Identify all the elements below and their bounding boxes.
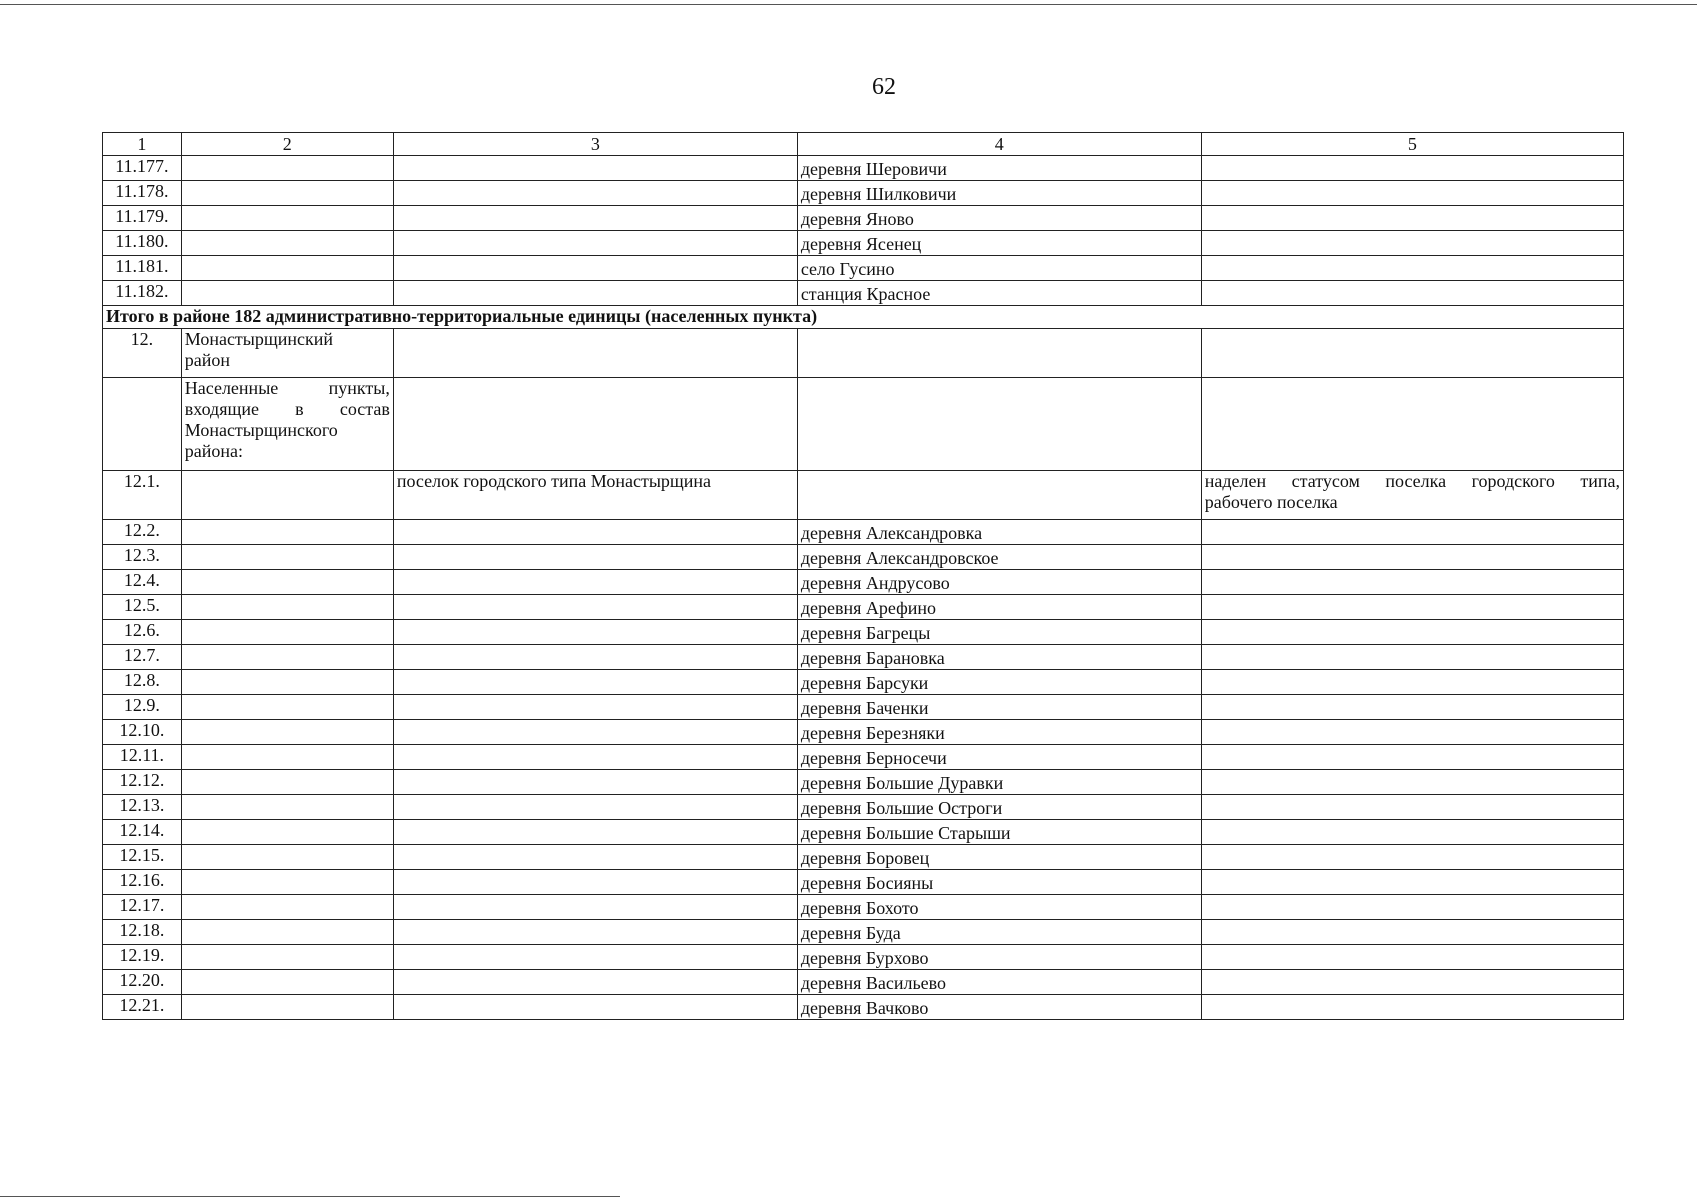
- members-heading-cell: [181, 378, 393, 471]
- settlement-name: деревня Босияны: [797, 870, 1201, 895]
- col3-cell: [393, 945, 797, 970]
- settlements-table: [102, 132, 1624, 1020]
- table-row: [103, 995, 1624, 1020]
- col2-cell: [181, 945, 393, 970]
- header-cell: 1: [103, 133, 182, 156]
- row-number: 12.12.: [103, 770, 182, 795]
- row-number: 11.177.: [103, 156, 182, 181]
- table-row: [103, 181, 1624, 206]
- table-row: [103, 156, 1624, 181]
- status-note-cell: [1201, 471, 1623, 520]
- settlement-name: деревня Буда: [797, 920, 1201, 945]
- table-row: [103, 820, 1624, 845]
- col5-cell: [1201, 995, 1623, 1020]
- row-number: 12.9.: [103, 695, 182, 720]
- col5-cell: [1201, 870, 1623, 895]
- settlement-name: село Гусино: [797, 256, 1201, 281]
- col2-cell: [181, 720, 393, 745]
- row-number: 12.4.: [103, 570, 182, 595]
- row-number: 12.13.: [103, 795, 182, 820]
- settlement-name: деревня Большие Дуравки: [797, 770, 1201, 795]
- col2-cell: [181, 231, 393, 256]
- col5-cell: [1201, 920, 1623, 945]
- table-row: [103, 845, 1624, 870]
- row-number: 11.179.: [103, 206, 182, 231]
- col3-cell: [393, 745, 797, 770]
- settlement-name: деревня Барановка: [797, 645, 1201, 670]
- table-row: [103, 895, 1624, 920]
- col3-cell: [393, 231, 797, 256]
- table-row: [103, 670, 1624, 695]
- members-heading-line: Монастырщинского: [184, 420, 338, 440]
- table-row: [103, 645, 1624, 670]
- table-row: [103, 281, 1624, 306]
- col3-cell: [393, 695, 797, 720]
- col3-cell: [393, 329, 797, 378]
- table-row: [103, 520, 1624, 545]
- col2-cell: [181, 870, 393, 895]
- urban-settlement-name: поселок городского типа Монастырщина: [393, 471, 797, 520]
- header-cell: 3: [393, 133, 797, 156]
- settlement-name: деревня Боровец: [797, 845, 1201, 870]
- col5-cell: [1201, 281, 1623, 306]
- col3-cell: [393, 895, 797, 920]
- row-number: 12.14.: [103, 820, 182, 845]
- col5-cell: [1201, 520, 1623, 545]
- table-row: [103, 945, 1624, 970]
- col5-cell: [1201, 670, 1623, 695]
- col2-cell: [181, 695, 393, 720]
- table-row: [103, 256, 1624, 281]
- table-row: [103, 206, 1624, 231]
- col2-cell: [181, 595, 393, 620]
- col5-cell: [1201, 595, 1623, 620]
- header-cell: 4: [797, 133, 1201, 156]
- row-number: 12.11.: [103, 745, 182, 770]
- row-number: 12.17.: [103, 895, 182, 920]
- table-row: [103, 695, 1624, 720]
- district-name-line: Монастырщинский: [184, 329, 334, 349]
- table-row: [103, 570, 1624, 595]
- col2-cell: [181, 970, 393, 995]
- header-cell: 5: [1201, 133, 1623, 156]
- settlement-name: деревня Березняки: [797, 720, 1201, 745]
- col5-cell: [1201, 545, 1623, 570]
- table-row: [103, 970, 1624, 995]
- col3-cell: [393, 870, 797, 895]
- row-number: 12.: [103, 329, 182, 378]
- col2-cell: [181, 770, 393, 795]
- header-row: [103, 133, 1624, 156]
- col3-cell: [393, 845, 797, 870]
- col5-cell: [1201, 156, 1623, 181]
- table-row: [103, 870, 1624, 895]
- row-number: 12.7.: [103, 645, 182, 670]
- col3-cell: [393, 670, 797, 695]
- table-row: [103, 795, 1624, 820]
- settlement-name: деревня Вачково: [797, 995, 1201, 1020]
- col2-cell: [181, 895, 393, 920]
- table-row: [103, 720, 1624, 745]
- col5-cell: [1201, 181, 1623, 206]
- table-row: [103, 595, 1624, 620]
- settlement-name: деревня Бурхово: [797, 945, 1201, 970]
- col5-cell: [1201, 970, 1623, 995]
- col4-cell: [797, 471, 1201, 520]
- col2-cell: [181, 995, 393, 1020]
- members-heading-row: [103, 378, 1624, 471]
- row-number: 11.182.: [103, 281, 182, 306]
- row-number: 12.6.: [103, 620, 182, 645]
- row-number: [103, 378, 182, 471]
- row-number: 12.18.: [103, 920, 182, 945]
- row-number: 12.2.: [103, 520, 182, 545]
- col5-cell: [1201, 820, 1623, 845]
- col5-cell: [1201, 231, 1623, 256]
- settlement-name: деревня Барсуки: [797, 670, 1201, 695]
- col2-cell: [181, 820, 393, 845]
- col3-cell: [393, 920, 797, 945]
- col2-cell: [181, 920, 393, 945]
- col2-cell: [181, 845, 393, 870]
- table-row: [103, 231, 1624, 256]
- col5-cell: [1201, 645, 1623, 670]
- col3-cell: [393, 520, 797, 545]
- status-note-line: рабочего поселка: [1204, 492, 1338, 512]
- col3-cell: [393, 181, 797, 206]
- table-row: [103, 620, 1624, 645]
- row-number: 12.19.: [103, 945, 182, 970]
- col3-cell: [393, 570, 797, 595]
- col2-cell: [181, 545, 393, 570]
- members-heading-line: Населенные пункты,: [184, 378, 390, 398]
- status-note-line: наделен статусом поселка городского типа,: [1204, 471, 1620, 491]
- col5-cell: [1201, 845, 1623, 870]
- col3-cell: [393, 595, 797, 620]
- col5-cell: [1201, 745, 1623, 770]
- col3-cell: [393, 645, 797, 670]
- settlement-name: деревня Яново: [797, 206, 1201, 231]
- row-number: 12.1.: [103, 471, 182, 520]
- col2-cell: [181, 281, 393, 306]
- row-number: 11.178.: [103, 181, 182, 206]
- col5-cell: [1201, 945, 1623, 970]
- row-number: 12.10.: [103, 720, 182, 745]
- row-number: 12.3.: [103, 545, 182, 570]
- col2-cell: [181, 620, 393, 645]
- col5-cell: [1201, 795, 1623, 820]
- col5-cell: [1201, 695, 1623, 720]
- page-number: 62: [872, 74, 896, 100]
- col3-cell: [393, 206, 797, 231]
- col3-cell: [393, 795, 797, 820]
- row-number: 11.181.: [103, 256, 182, 281]
- row-number: 11.180.: [103, 231, 182, 256]
- col3-cell: [393, 281, 797, 306]
- col2-cell: [181, 256, 393, 281]
- row-number: 12.20.: [103, 970, 182, 995]
- settlement-name: станция Красное: [797, 281, 1201, 306]
- col5-cell: [1201, 329, 1623, 378]
- col3-cell: [393, 770, 797, 795]
- col3-cell: [393, 995, 797, 1020]
- col5-cell: [1201, 895, 1623, 920]
- col3-cell: [393, 545, 797, 570]
- district-name-cell: [181, 329, 393, 378]
- col3-cell: [393, 156, 797, 181]
- settlement-name: деревня Андрусово: [797, 570, 1201, 595]
- col2-cell: [181, 156, 393, 181]
- settlement-name: деревня Арефино: [797, 595, 1201, 620]
- col2-cell: [181, 745, 393, 770]
- settlement-name: деревня Александровка: [797, 520, 1201, 545]
- settlement-name: деревня Шилковичи: [797, 181, 1201, 206]
- district-total-text: Итого в районе 182 административно-территориальные единицы (населенных пункта): [103, 306, 1624, 329]
- table-row: [103, 770, 1624, 795]
- col4-cell: [797, 378, 1201, 471]
- col2-cell: [181, 520, 393, 545]
- col5-cell: [1201, 570, 1623, 595]
- urban-settlement-row: [103, 471, 1624, 520]
- col2-cell: [181, 206, 393, 231]
- col2-cell: [181, 645, 393, 670]
- members-heading-line: входящие в состав: [184, 399, 390, 419]
- col5-cell: [1201, 720, 1623, 745]
- settlement-name: деревня Багрецы: [797, 620, 1201, 645]
- col3-cell: [393, 378, 797, 471]
- col4-cell: [797, 329, 1201, 378]
- col5-cell: [1201, 206, 1623, 231]
- col2-cell: [181, 570, 393, 595]
- row-number: 12.5.: [103, 595, 182, 620]
- settlement-name: деревня Ясенец: [797, 231, 1201, 256]
- col3-cell: [393, 720, 797, 745]
- settlement-name: деревня Большие Старыши: [797, 820, 1201, 845]
- scan-edge-bottom: [0, 1196, 620, 1197]
- col3-cell: [393, 970, 797, 995]
- col3-cell: [393, 820, 797, 845]
- col2-cell: [181, 670, 393, 695]
- settlement-name: деревня Большие Остроги: [797, 795, 1201, 820]
- row-number: 12.16.: [103, 870, 182, 895]
- header-cell: 2: [181, 133, 393, 156]
- table-row: [103, 920, 1624, 945]
- table-row: [103, 745, 1624, 770]
- col5-cell: [1201, 620, 1623, 645]
- col2-cell: [181, 471, 393, 520]
- col5-cell: [1201, 256, 1623, 281]
- settlement-name: деревня Баченки: [797, 695, 1201, 720]
- col5-cell: [1201, 378, 1623, 471]
- row-number: 12.21.: [103, 995, 182, 1020]
- row-number: 12.8.: [103, 670, 182, 695]
- district-row: [103, 329, 1624, 378]
- members-heading-line: района:: [184, 441, 244, 461]
- settlement-name: деревня Берносечи: [797, 745, 1201, 770]
- district-name-line: район: [184, 350, 231, 370]
- district-total-row: [103, 306, 1624, 329]
- col5-cell: [1201, 770, 1623, 795]
- settlement-name: деревня Бохото: [797, 895, 1201, 920]
- settlement-name: деревня Александровское: [797, 545, 1201, 570]
- col3-cell: [393, 620, 797, 645]
- col3-cell: [393, 256, 797, 281]
- settlement-name: деревня Васильево: [797, 970, 1201, 995]
- scan-edge-top: [0, 4, 1697, 5]
- row-number: 12.15.: [103, 845, 182, 870]
- settlement-name: деревня Шеровичи: [797, 156, 1201, 181]
- col2-cell: [181, 181, 393, 206]
- col2-cell: [181, 795, 393, 820]
- table-row: [103, 545, 1624, 570]
